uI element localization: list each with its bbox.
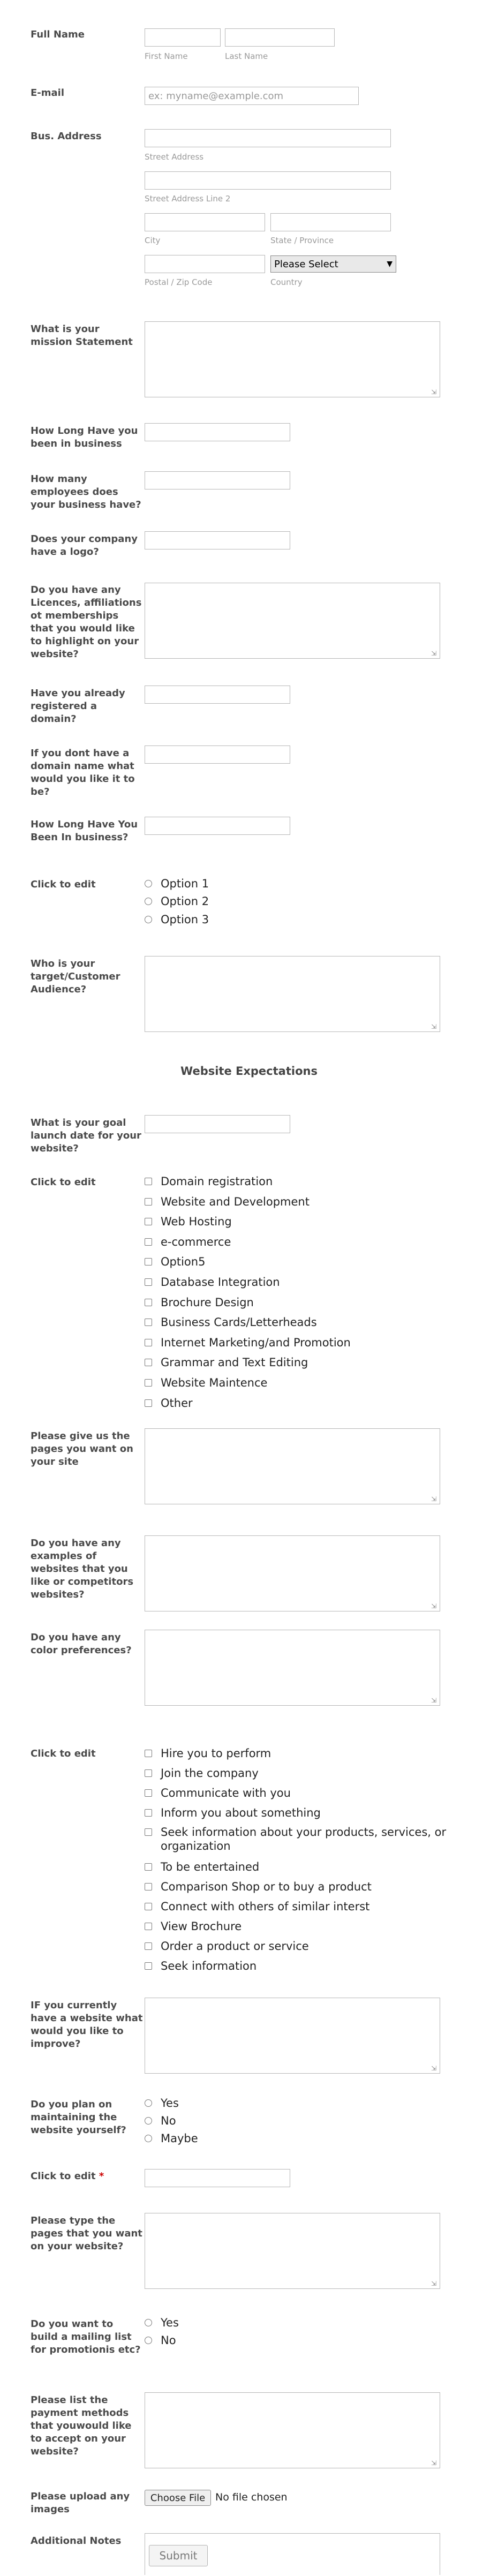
domain-name-input[interactable]	[145, 745, 290, 764]
radio-option[interactable]	[145, 2113, 176, 2128]
postal-code-input[interactable]	[145, 255, 265, 273]
postal-code-sublabel: Postal / Zip Code	[145, 277, 213, 287]
checkbox-option[interactable]	[145, 1355, 308, 1370]
checkbox[interactable]	[145, 1359, 152, 1366]
checkbox-option[interactable]	[145, 1174, 273, 1189]
target-audience-textarea[interactable]	[145, 956, 440, 1032]
type-pages-textarea[interactable]	[145, 2213, 440, 2289]
checkbox-option-label: Database Integration	[161, 1276, 280, 1289]
mailing-list-label: Do you want to build a mailing list for promotionis etc?	[31, 2318, 141, 2355]
checkbox[interactable]	[145, 1828, 152, 1836]
radio-button[interactable]	[145, 916, 152, 923]
country-select-value: Please Select	[274, 258, 338, 270]
checkbox-option-label: Website Maintence	[161, 1376, 268, 1389]
checkbox-option-label: Domain registration	[161, 1175, 273, 1188]
radio-option[interactable]	[145, 2333, 176, 2348]
checkbox-option[interactable]	[145, 1214, 232, 1229]
checkbox[interactable]	[145, 1750, 152, 1757]
checkbox-option-label: Seek information	[161, 1960, 257, 1972]
logo-label: Does your company have a logo?	[31, 533, 138, 558]
click-to-edit-text: Click to edit	[31, 2171, 96, 2182]
domain-registered-label: Have you already registered a domain?	[31, 688, 125, 725]
radio-option-label: No	[161, 2334, 176, 2347]
how-long-business-label: How Long Have you been in business	[31, 425, 138, 449]
maintain-label: Do you plan on maintaining the website yourself?	[31, 2099, 126, 2136]
checkbox-option[interactable]	[145, 1879, 372, 1894]
checkbox-option-label: e-commerce	[161, 1235, 231, 1248]
full-name-label: Full Name	[31, 29, 85, 40]
checkbox-option[interactable]	[145, 1746, 271, 1761]
resize-grip-icon: ⇲	[431, 2459, 437, 2467]
checkbox[interactable]	[145, 1178, 152, 1185]
colors-textarea[interactable]	[145, 1630, 440, 1706]
address-label: Bus. Address	[31, 131, 102, 142]
checkbox-option[interactable]	[145, 1295, 254, 1310]
radio-option-label: No	[161, 2114, 176, 2127]
checkbox-option[interactable]	[145, 1396, 193, 1411]
how-long-in-business-input[interactable]	[145, 817, 290, 835]
email-input[interactable]	[145, 87, 359, 105]
radio-button[interactable]	[145, 2117, 152, 2125]
checkbox-option-label: Website and Development	[161, 1195, 310, 1208]
checkbox[interactable]	[145, 1379, 152, 1387]
resize-grip-icon: ⇲	[431, 650, 437, 657]
checkbox-option[interactable]	[145, 1315, 317, 1330]
state-sublabel: State / Province	[270, 236, 334, 245]
checkbox-option-label: Inform you about something	[161, 1806, 321, 1819]
radio-button[interactable]	[145, 2337, 152, 2344]
radio-button[interactable]	[145, 898, 152, 905]
checkbox[interactable]	[145, 1278, 152, 1286]
target-audience-label: Who is your target/Customer Audience?	[31, 958, 120, 995]
checkbox-option-label: Join the company	[161, 1767, 259, 1780]
radio-option[interactable]	[145, 894, 209, 909]
radio-option[interactable]	[145, 876, 209, 891]
resize-grip-icon: ⇲	[431, 1495, 437, 1503]
checkbox-option[interactable]	[145, 1859, 259, 1874]
checkbox-option[interactable]	[145, 1254, 205, 1269]
checkbox[interactable]	[145, 1789, 152, 1797]
city-input[interactable]	[145, 213, 265, 231]
email-label: E-mail	[31, 87, 65, 99]
radio-option-label: Yes	[161, 2097, 179, 2110]
checkbox-option[interactable]	[145, 1939, 309, 1954]
checkbox-option[interactable]	[145, 1959, 256, 1974]
colors-label: Do you have any color preferences?	[31, 1632, 132, 1656]
radio-button[interactable]	[145, 2319, 152, 2326]
domain-name-label: If you dont have a domain name what would you like it to be?	[31, 748, 135, 797]
resize-grip-icon: ⇲	[431, 2065, 437, 2072]
checkbox-option-label: To be entertained	[161, 1861, 260, 1873]
payment-label: Please list the payment methods that youwould like to accept on your website?	[31, 2394, 132, 2457]
improve-label: IF you currently have a website what would you like to improve?	[31, 2000, 143, 2050]
first-name-input[interactable]	[145, 28, 221, 47]
checkbox[interactable]	[145, 1883, 152, 1890]
checkbox[interactable]	[145, 1339, 152, 1346]
how-long-business-input[interactable]	[145, 423, 290, 441]
notes-label: Additional Notes	[31, 2535, 122, 2547]
radio-option[interactable]	[145, 2131, 198, 2146]
checkbox-option[interactable]	[145, 1234, 231, 1249]
checkbox[interactable]	[145, 1769, 152, 1777]
checkbox[interactable]	[145, 1319, 152, 1326]
street-address-2-sublabel: Street Address Line 2	[145, 194, 231, 204]
click-to-edit-label: Click to edit	[31, 1748, 96, 1759]
checkbox-option-label: Internet Marketing/and Promotion	[161, 1336, 351, 1349]
checkbox-option[interactable]	[145, 1786, 291, 1801]
checkbox-option[interactable]	[145, 1919, 242, 1934]
examples-label: Do you have any examples of websites that you like or competitors websites?	[31, 1538, 134, 1600]
section-title: Website Expectations	[180, 1065, 318, 1078]
file-status: No file chosen	[215, 2491, 288, 2503]
checkbox-option-label: Web Hosting	[161, 1215, 232, 1229]
checkbox-option[interactable]	[145, 1335, 351, 1350]
radio-button[interactable]	[145, 2099, 152, 2107]
last-name-sublabel: Last Name	[225, 51, 268, 61]
checkbox[interactable]	[145, 1962, 152, 1970]
checkbox-option-label: Option5	[161, 1255, 206, 1269]
pages-label: Please give us the pages you want on your site	[31, 1430, 133, 1467]
state-input[interactable]	[270, 213, 391, 231]
domain-registered-input[interactable]	[145, 686, 290, 704]
chevron-down-icon: ▼	[387, 260, 393, 268]
choose-file-button[interactable]: Choose File	[145, 2490, 211, 2506]
click-to-edit-required-label	[31, 2170, 143, 2183]
checkbox-option[interactable]	[145, 1805, 321, 1820]
required-input[interactable]	[145, 2169, 290, 2187]
checkbox-option-label: Other	[161, 1396, 193, 1410]
street-address-sublabel: Street Address	[145, 152, 204, 162]
checkbox[interactable]	[145, 1942, 152, 1950]
radio-option-label: Option 3	[161, 913, 209, 926]
click-to-edit-label: Click to edit	[31, 1177, 96, 1188]
checkbox[interactable]	[145, 1903, 152, 1910]
country-sublabel: Country	[270, 277, 303, 287]
launch-date-input[interactable]	[145, 1115, 290, 1133]
checkbox[interactable]	[145, 1863, 152, 1871]
checkbox-option[interactable]	[145, 1899, 369, 1914]
launch-date-label: What is your goal launch date for your website?	[31, 1117, 141, 1154]
resize-grip-icon: ⇲	[431, 388, 437, 396]
licences-label: Do you have any Licences, affiliations ot memberships that you would like to highlight on your website?	[31, 584, 142, 660]
checkbox-option-label: View Brochure	[161, 1920, 242, 1933]
checkbox-option[interactable]	[145, 1766, 259, 1781]
radio-option[interactable]	[145, 2315, 179, 2330]
mission-textarea[interactable]	[145, 321, 440, 397]
resize-grip-icon: ⇲	[431, 1602, 437, 1610]
improve-textarea[interactable]	[145, 1998, 440, 2074]
checkbox-option-label: Seek information about your products, services, or organization	[161, 1826, 447, 1852]
resize-grip-icon: ⇲	[431, 1697, 437, 1704]
checkbox-option-label: Communicate with you	[161, 1787, 291, 1799]
payment-textarea[interactable]	[145, 2392, 440, 2468]
city-sublabel: City	[145, 236, 161, 245]
checkbox-option[interactable]	[145, 1194, 310, 1209]
checkbox-option-label: Grammar and Text Editing	[161, 1356, 308, 1369]
checkbox-option[interactable]	[145, 1375, 267, 1390]
radio-option-label: Option 1	[161, 877, 209, 890]
resize-grip-icon: ⇲	[431, 2280, 437, 2287]
radio-option-label: Yes	[161, 2316, 179, 2329]
upload-label: Please upload any images	[31, 2491, 130, 2515]
employees-input[interactable]	[145, 471, 290, 489]
checkbox[interactable]	[145, 1299, 152, 1306]
logo-input[interactable]	[145, 531, 290, 549]
checkbox-option-label: Comparison Shop or to buy a product	[161, 1880, 372, 1893]
mission-label: What is your mission Statement	[31, 323, 133, 348]
pages-textarea[interactable]	[145, 1428, 440, 1504]
radio-option[interactable]	[145, 2096, 179, 2111]
checkbox[interactable]	[145, 1238, 152, 1246]
street-address-input[interactable]	[145, 129, 391, 147]
radio-button[interactable]	[145, 2135, 152, 2142]
checkbox-option[interactable]	[145, 1825, 461, 1853]
checkbox[interactable]	[145, 1809, 152, 1817]
checkbox[interactable]	[145, 1258, 152, 1266]
licences-textarea[interactable]	[145, 583, 440, 659]
radio-option-label: Option 2	[161, 895, 209, 908]
checkbox-option-label: Brochure Design	[161, 1295, 254, 1309]
checkbox-option-label: Order a product or service	[161, 1940, 309, 1953]
checkbox-option-label: Business Cards/Letterheads	[161, 1316, 317, 1329]
checkbox-option[interactable]	[145, 1275, 280, 1290]
radio-option[interactable]	[145, 912, 209, 927]
radio-option-label: Maybe	[161, 2132, 198, 2145]
last-name-input[interactable]	[225, 28, 335, 47]
checkbox[interactable]	[145, 1198, 152, 1206]
checkbox-option-label: Hire you to perform	[161, 1747, 271, 1760]
checkbox-option-label: Connect with others of similar interst	[161, 1900, 370, 1913]
first-name-sublabel: First Name	[145, 51, 188, 61]
street-address-2-input[interactable]	[145, 171, 391, 190]
checkbox[interactable]	[145, 1218, 152, 1225]
resize-grip-icon: ⇲	[431, 1023, 437, 1030]
employees-label: How many employees does your business have?	[31, 473, 141, 510]
click-to-edit-label: Click to edit	[31, 879, 96, 890]
country-select[interactable]	[270, 255, 396, 273]
type-pages-label: Please type the pages that you want on your website?	[31, 2215, 142, 2252]
how-long-in-business-label: How Long Have You Been In business?	[31, 819, 138, 843]
examples-textarea[interactable]	[145, 1535, 440, 1611]
checkbox[interactable]	[145, 1923, 152, 1930]
submit-button[interactable]: Submit	[149, 2545, 208, 2566]
checkbox[interactable]	[145, 1399, 152, 1407]
required-mark: *	[99, 2171, 104, 2182]
radio-button[interactable]	[145, 880, 152, 887]
